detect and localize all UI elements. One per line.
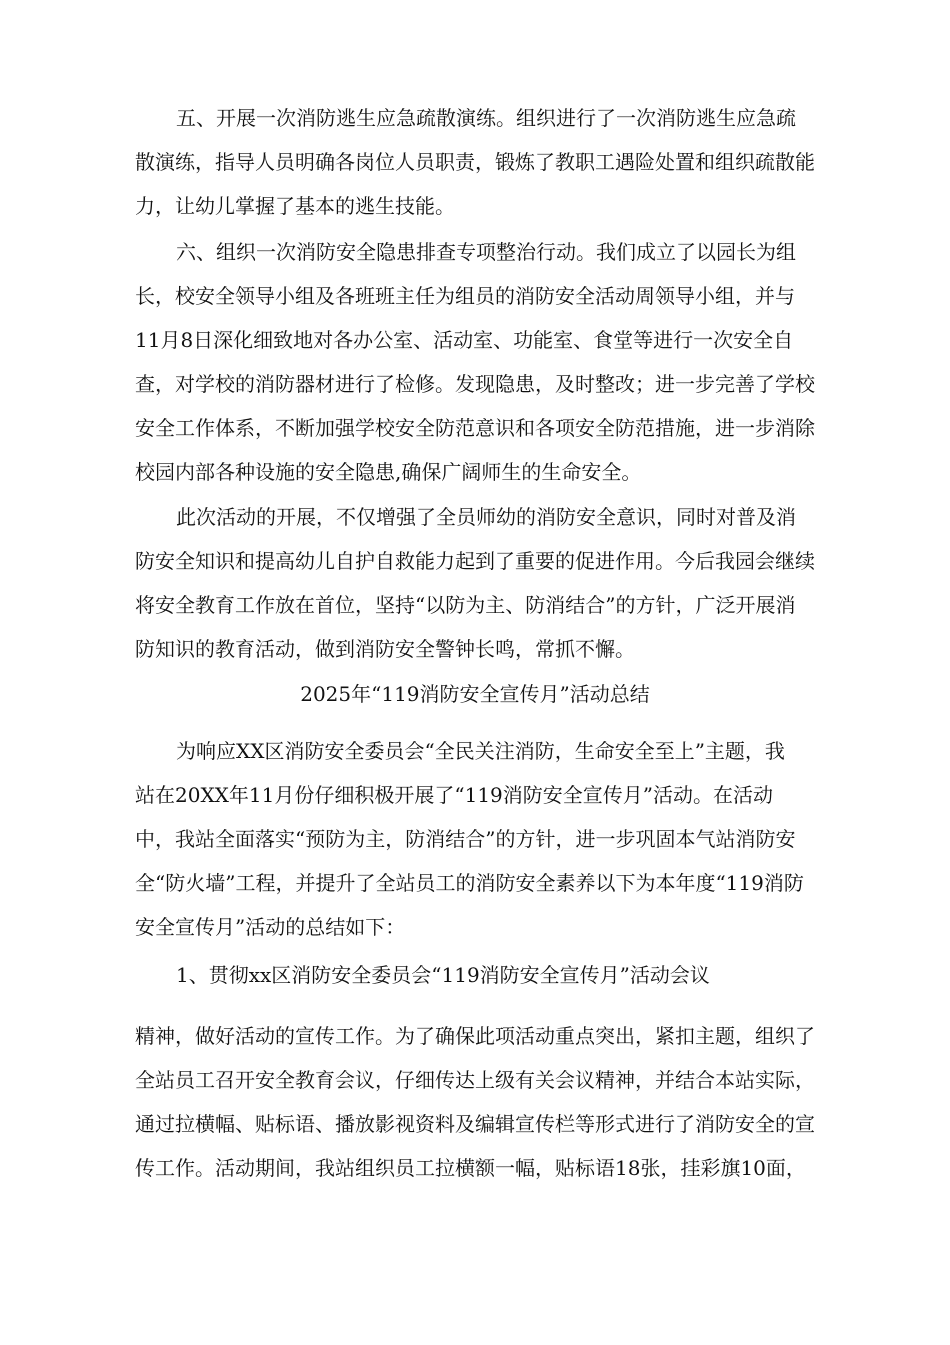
item-1-body-line: 精神，做好活动的宣传工作。为了确保此项活动重点突出，紧扣主题，组织了 [135,1024,815,1048]
paragraph-6-line: 11月8日深化细致地对各办公室、活动室、功能室、食堂等进行一次安全自 [135,328,794,352]
paragraph-6-line: 查，对学校的消防器材进行了检修。发现隐患，及时整改；进一步完善了学校 [135,372,815,396]
intro-line: 中，我站全面落实“预防为主，防消结合”的方针，进一步巩固本气站消防安 [135,827,796,851]
intro-line: 安全宣传月”活动的总结如下： [135,915,406,939]
intro-line: 为响应XX区消防安全委员会“全民关注消防，生命安全至上”主题，我 [176,739,785,763]
paragraph-7-line: 此次活动的开展，不仅增强了全员师幼的消防安全意识，同时对普及消 [176,505,796,529]
paragraph-6-line: 长，校安全领导小组及各班班主任为组员的消防安全活动周领导小组，并与 [135,284,795,308]
paragraph-6-line: 校园内部各种设施的安全隐患,确保广阔师生的生命安全。 [135,460,642,484]
paragraph-7-line: 将安全教育工作放在首位，坚持“以防为主、防消结合”的方针，广泛开展消 [135,593,796,617]
item-1-body-line: 传工作。活动期间，我站组织员工拉横额一幅，贴标语18张，挂彩旗10面， [135,1156,806,1180]
intro-line: 全“防火墙”工程，并提升了全站员工的消防安全素养以下为本年度“119消防 [135,871,804,895]
paragraph-6-line: 六、组织一次消防安全隐患排查专项整治行动。我们成立了以园长为组 [176,240,796,264]
paragraph-5-line: 力，让幼儿掌握了基本的逃生技能。 [135,194,455,218]
item-1-body-line: 通过拉横幅、贴标语、播放影视资料及编辑宣传栏等形式进行了消防安全的宣 [135,1112,815,1136]
paragraph-5-line: 散演练，指导人员明确各岗位人员职责，锻炼了教职工遇险处置和组织疏散能 [135,150,815,174]
item-1-body-line: 全站员工召开安全教育会议，仔细传达上级有关会议精神，并结合本站实际， [135,1068,815,1092]
paragraph-7-line: 防安全知识和提高幼儿自护自救能力起到了重要的促进作用。今后我园会继续 [135,549,815,573]
section-title: 2025年“119消防安全宣传月”活动总结 [300,682,650,706]
intro-line: 站在20XX年11月份仔细积极开展了“119消防安全宣传月”活动。在活动 [135,783,773,807]
paragraph-5-line: 五、开展一次消防逃生应急疏散演练。组织进行了一次消防逃生应急疏 [176,106,796,130]
item-1-heading: 1、贯彻xx区消防安全委员会“119消防安全宣传月”活动会议 [176,963,710,987]
paragraph-7-line: 防知识的教育活动，做到消防安全警钟长鸣，常抓不懈。 [135,637,635,661]
paragraph-6-line: 安全工作体系，不断加强学校安全防范意识和各项安全防范措施，进一步消除 [135,416,815,440]
